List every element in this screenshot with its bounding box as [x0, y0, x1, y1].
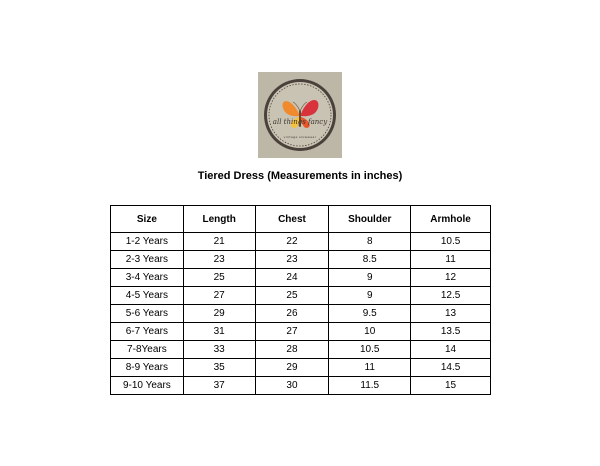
cell-length: 21 [183, 233, 255, 251]
butterfly-logo-icon [258, 72, 342, 158]
cell-shoulder: 11 [329, 359, 411, 377]
cell-size: 2-3 Years [111, 251, 184, 269]
table-row [111, 323, 491, 341]
cell-length: 37 [183, 377, 255, 395]
table-row [111, 305, 491, 323]
header-size: Size [111, 206, 184, 233]
cell-shoulder: 9 [329, 287, 411, 305]
cell-size: 9-10 Years [111, 377, 184, 395]
cell-size: 6-7 Years [111, 323, 184, 341]
size-chart-table [110, 205, 491, 395]
table-row [111, 341, 491, 359]
cell-size: 8-9 Years [111, 359, 184, 377]
cell-armhole: 12.5 [411, 287, 491, 305]
cell-chest: 23 [255, 251, 329, 269]
cell-length: 29 [183, 305, 255, 323]
header-shoulder: Shoulder [329, 206, 411, 233]
cell-armhole: 15 [411, 377, 491, 395]
cell-length: 23 [183, 251, 255, 269]
cell-shoulder: 8 [329, 233, 411, 251]
cell-chest: 29 [255, 359, 329, 377]
cell-shoulder: 11.5 [329, 377, 411, 395]
table-row [111, 359, 491, 377]
logo-tagline: vintage slowwear [283, 135, 317, 139]
cell-size: 5-6 Years [111, 305, 184, 323]
header-chest: Chest [255, 206, 329, 233]
header-armhole: Armhole [411, 206, 491, 233]
cell-length: 33 [183, 341, 255, 359]
cell-armhole: 14 [411, 341, 491, 359]
cell-armhole: 14.5 [411, 359, 491, 377]
cell-shoulder: 10.5 [329, 341, 411, 359]
header-length: Length [183, 206, 255, 233]
cell-armhole: 11 [411, 251, 491, 269]
cell-length: 35 [183, 359, 255, 377]
cell-armhole: 10.5 [411, 233, 491, 251]
cell-chest: 25 [255, 287, 329, 305]
cell-size: 7-8Years [111, 341, 184, 359]
cell-chest: 30 [255, 377, 329, 395]
table-row [111, 377, 491, 395]
logo-script-text: all things fancy [272, 118, 328, 126]
cell-size: 4-5 Years [111, 287, 184, 305]
page-title: Tiered Dress (Measurements in inches) [197, 170, 403, 182]
cell-chest: 26 [255, 305, 329, 323]
cell-shoulder: 8.5 [329, 251, 411, 269]
cell-chest: 22 [255, 233, 329, 251]
cell-shoulder: 9.5 [329, 305, 411, 323]
cell-armhole: 13 [411, 305, 491, 323]
table-row [111, 233, 491, 251]
cell-length: 31 [183, 323, 255, 341]
cell-length: 25 [183, 269, 255, 287]
cell-armhole: 13.5 [411, 323, 491, 341]
table-row [111, 251, 491, 269]
cell-chest: 27 [255, 323, 329, 341]
brand-logo [258, 72, 342, 158]
cell-armhole: 12 [411, 269, 491, 287]
cell-shoulder: 9 [329, 269, 411, 287]
table-row [111, 269, 491, 287]
cell-size: 3-4 Years [111, 269, 184, 287]
cell-chest: 28 [255, 341, 329, 359]
cell-chest: 24 [255, 269, 329, 287]
cell-shoulder: 10 [329, 323, 411, 341]
cell-length: 27 [183, 287, 255, 305]
header-row [111, 206, 491, 233]
cell-size: 1-2 Years [111, 233, 184, 251]
table-row [111, 287, 491, 305]
